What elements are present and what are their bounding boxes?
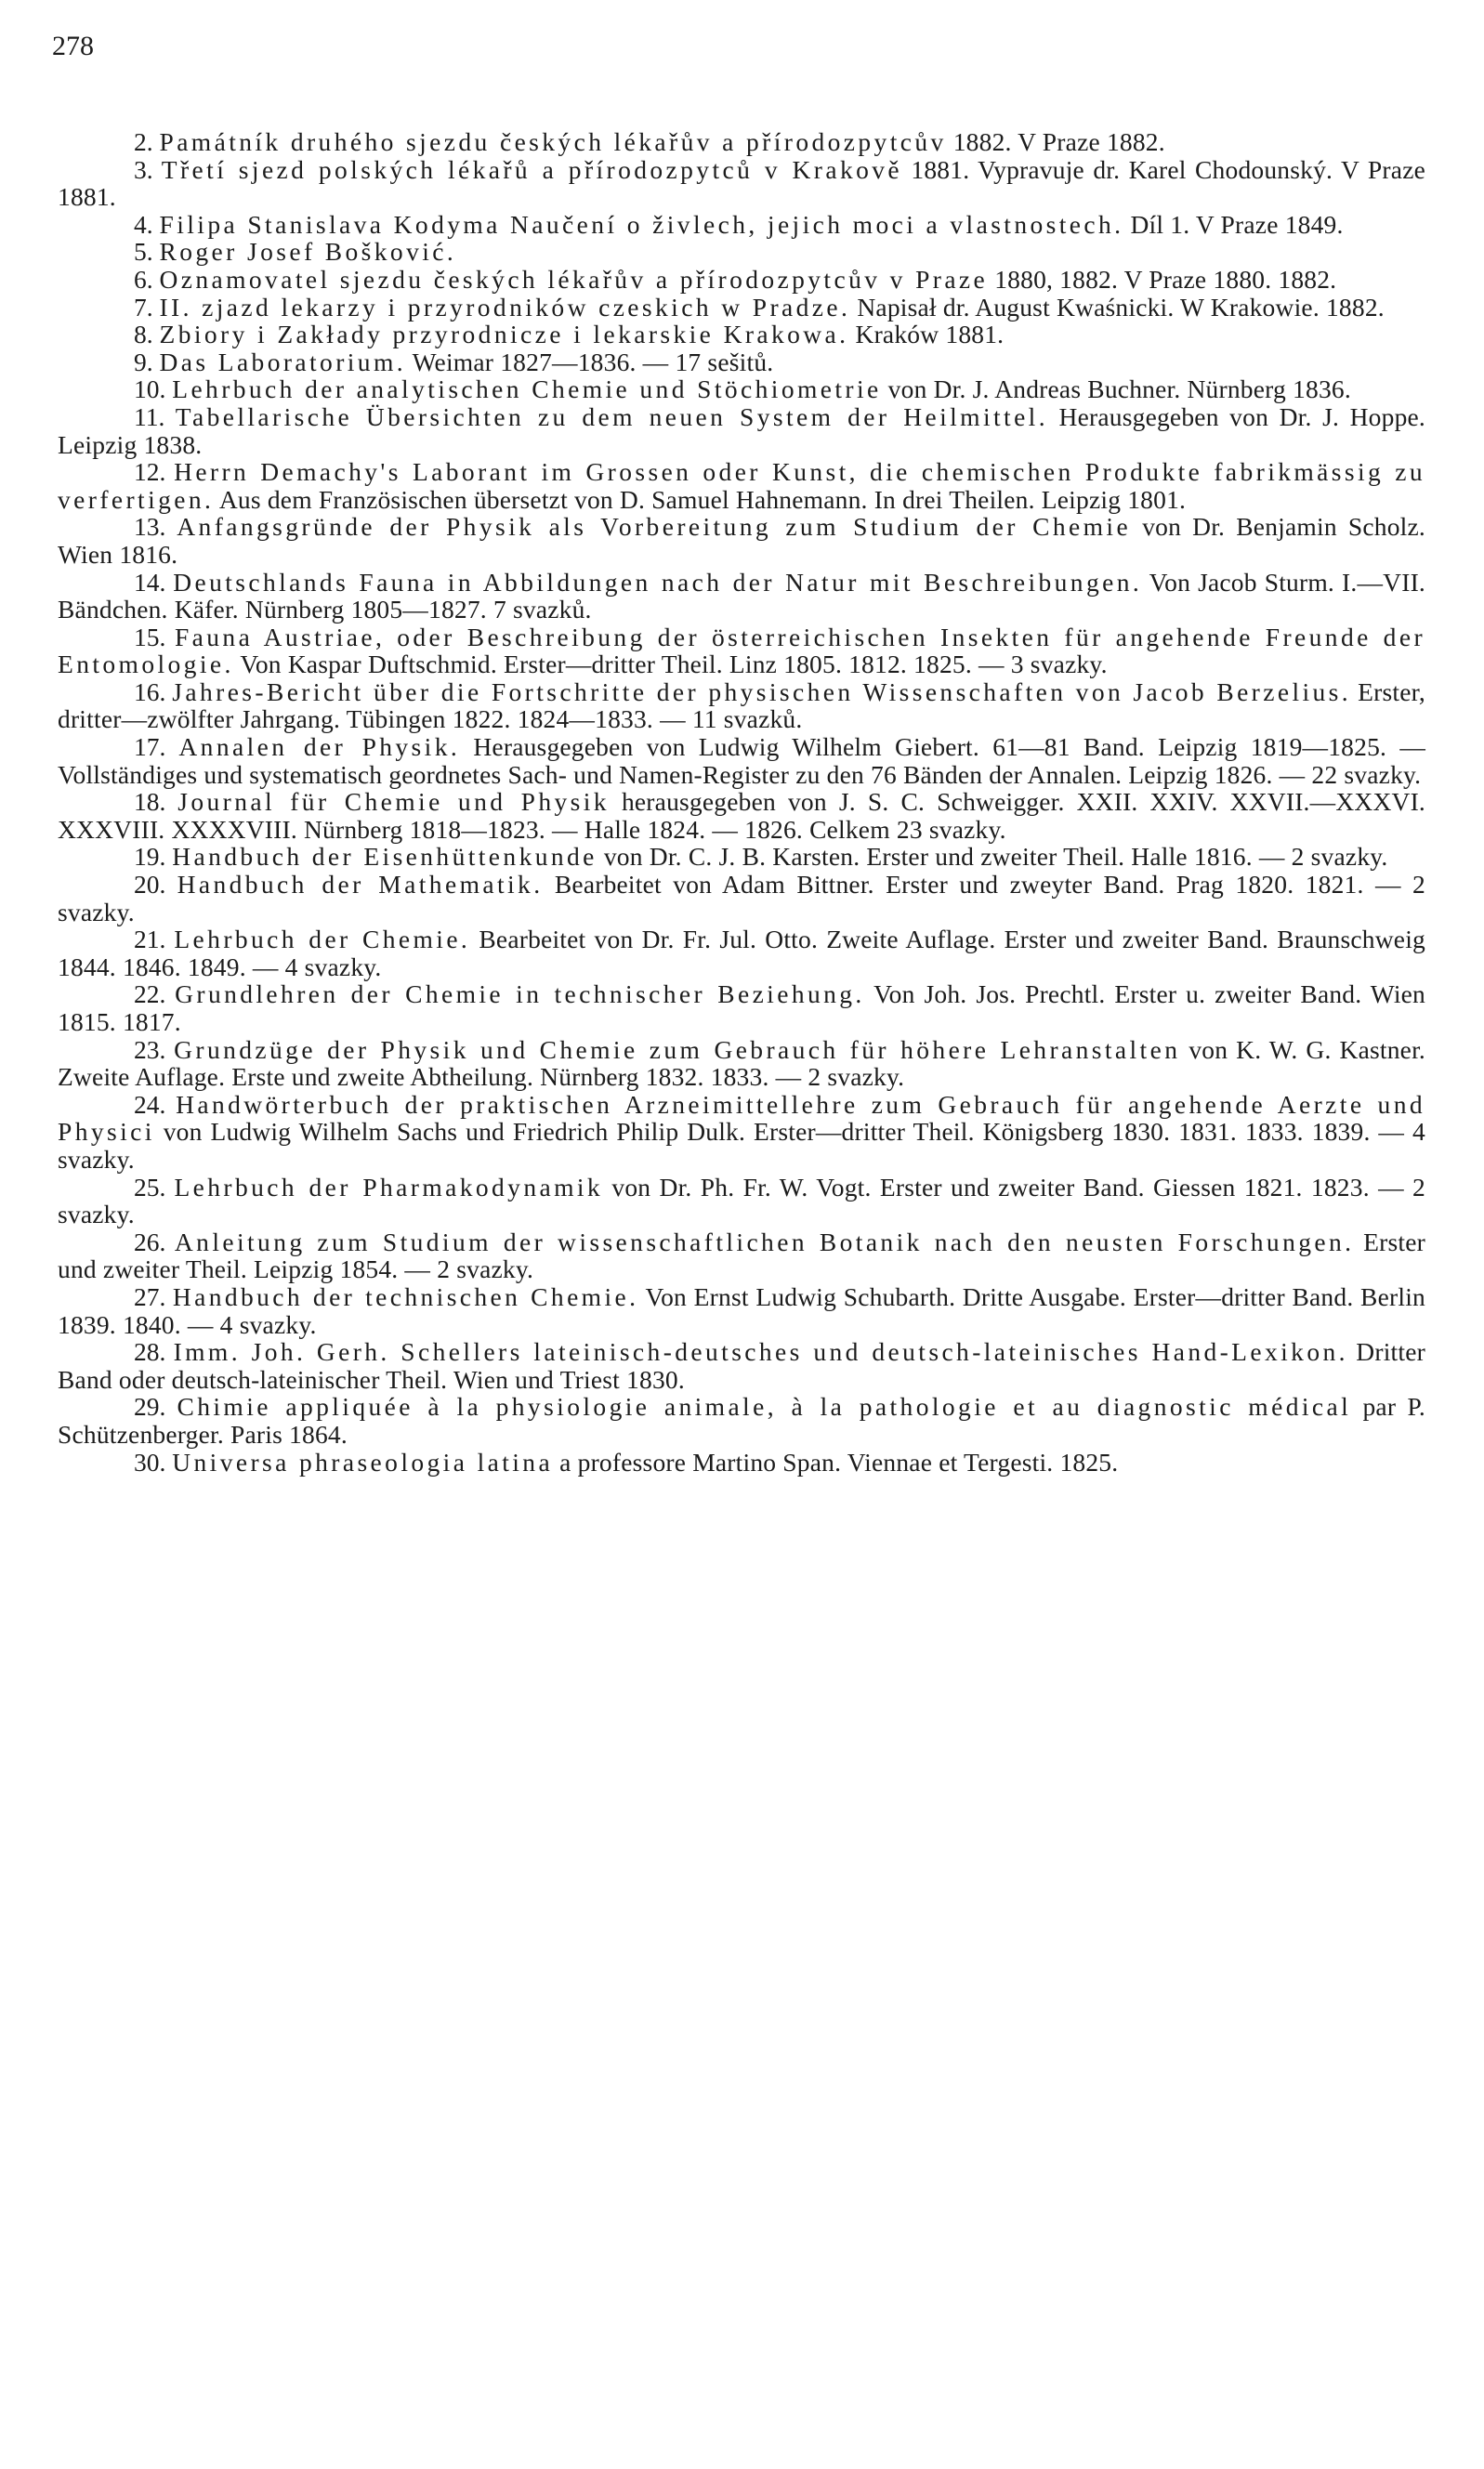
catalog-entry <box>58 128 1425 156</box>
entry-details: Von Joh. Jos. Prechtl. Erster u. zweiter Band. Wien 1815. 1817. <box>58 979 1426 1036</box>
catalog-entry <box>58 733 1425 788</box>
entry-title: II. zjazd lekarzy i przyrodników czeskich w Pradze. <box>159 292 851 322</box>
entry-number: 8. <box>134 320 153 349</box>
catalog-entry <box>58 321 1425 348</box>
catalog-entry <box>58 238 1425 266</box>
entry-number: 2. <box>134 127 153 156</box>
entry-number: 4. <box>134 209 153 239</box>
catalog-entry <box>58 211 1425 239</box>
entry-title: Annalen der Physik. <box>178 732 461 762</box>
catalog-entry <box>58 266 1425 294</box>
entry-number: 3. <box>134 154 153 184</box>
entry-title: Lehrbuch der Pharmakodynamik <box>174 1172 604 1202</box>
entry-details: Aus dem Französischen übersetzt von D. Samuel Hahnemann. In drei Theilen. Leipzig 1801. <box>214 484 1187 514</box>
entry-title: Chimie appliquée à la physiologie animale, à la pathologie et au diagnostic médical <box>177 1392 1352 1422</box>
entry-details: 1880, 1882. V Praze 1880. 1882. <box>988 264 1337 294</box>
entry-details: Erster und zweiter Theil. Leipzig 1854. — 2 svazky. <box>58 1227 1426 1284</box>
entry-details: von Dr. J. Andreas Buchner. Nürnberg 1836. <box>881 374 1351 404</box>
entry-title: Imm. Joh. Gerh. Schellers lateinisch-deutsches und deutsch-lateinisches Hand-Lexikon. <box>173 1337 1348 1367</box>
catalog-entry <box>58 1091 1425 1174</box>
entry-number: 30. <box>134 1447 166 1477</box>
entry-details: Kraków 1881. <box>848 320 1005 349</box>
entry-details: Von Kaspar Duftschmid. Erster—dritter Theil. Linz 1805. 1812. 1825. — 3 svazky. <box>233 650 1108 679</box>
entry-details: von Dr. Ph. Fr. W. Vogt. Erster und zweiter Band. Giessen 1821. 1823. — 2 svazky. <box>58 1172 1426 1229</box>
entry-number: 19. <box>134 842 166 872</box>
entry-details: Weimar 1827—1836. — 17 sešitů. <box>406 347 774 376</box>
entry-title: Handbuch der Eisenhüttenkunde <box>172 842 598 872</box>
entry-title: Památník druhého sjezdu českých lékařův a přírodozpytcův <box>159 127 947 156</box>
catalog-entry <box>58 1283 1425 1338</box>
entry-title: Handwörterbuch der praktischen Arzneimittellehre zum Gebrauch für angehende Aerzte und Physici <box>58 1089 1425 1147</box>
entry-title: Fauna Austriae, oder Beschreibung der österreichischen Insekten für angehende Freunde der Entomologie. <box>58 622 1426 679</box>
entry-title: Universa phraseologia latina <box>172 1447 554 1477</box>
catalog-entry <box>58 1174 1425 1228</box>
entry-details: von Dr. Benjamin Scholz. Wien 1816. <box>58 512 1425 569</box>
catalog-entry <box>58 1036 1425 1091</box>
entry-details: Von Ernst Ludwig Schubarth. Dritte Ausgabe. Erster—dritter Band. Berlin 1839. 1840. — 4 svazky. <box>58 1281 1425 1339</box>
entry-title: Oznamovatel sjezdu českých lékařův a přírodozpytcův v Praze <box>159 264 989 294</box>
entry-details: von Dr. C. J. B. Karsten. Erster und zweiter Theil. Halle 1816. — 2 svazky. <box>597 842 1388 872</box>
entry-number: 15. <box>134 622 166 651</box>
entry-number: 25. <box>134 1172 166 1202</box>
entry-title: Lehrbuch der analytischen Chemie und Stöchiometrie <box>172 374 882 404</box>
entry-number: 12. <box>134 457 166 487</box>
catalog-entry <box>58 156 1425 211</box>
catalog-entry <box>58 513 1425 568</box>
entry-title: Anleitung zum Studium der wissenschaftlichen Botanik nach den neusten Forschungen. <box>174 1227 1355 1256</box>
entry-details: Díl 1. V Praze 1849. <box>1123 209 1344 239</box>
catalog-entry <box>58 1449 1425 1477</box>
entry-number: 14. <box>134 567 166 597</box>
entry-title: Handbuch der technischen Chemie. <box>172 1281 639 1311</box>
entry-number: 23. <box>134 1034 166 1064</box>
entry-details: par P. Schützenberger. Paris 1864. <box>58 1392 1426 1449</box>
entry-details: 1881. Vypravuje dr. Karel Chodounský. V Praze 1881. <box>58 154 1426 212</box>
entry-number: 22. <box>134 979 166 1009</box>
catalog-entry <box>58 1393 1425 1448</box>
entry-details: von K. W. G. Kastner. Zweite Auflage. Erste und zweite Abtheilung. Nürnberg 1832. 1833. — 2 svazky. <box>58 1034 1425 1092</box>
catalog-entry-list <box>58 128 1425 1476</box>
entry-number: 7. <box>134 292 153 322</box>
entry-number: 28. <box>134 1337 166 1367</box>
entry-number: 9. <box>134 347 153 376</box>
entry-title: Journal für Chemie und Physik <box>177 787 610 817</box>
entry-number: 16. <box>134 676 166 706</box>
catalog-entry <box>58 375 1425 403</box>
entry-number: 10. <box>134 374 166 404</box>
catalog-entry <box>58 294 1425 322</box>
entry-number: 21. <box>134 925 166 954</box>
entry-title: Jahres-Bericht über die Fortschritte der physischen Wissenschaften von Jacob Berzelius. <box>172 676 1352 706</box>
catalog-entry <box>58 678 1425 733</box>
entry-details: Von Jacob Sturm. I.—VII. Bändchen. Käfer. Nürnberg 1805—1827. 7 svazků. <box>58 567 1426 624</box>
entry-title: Lehrbuch der Chemie. <box>174 925 471 954</box>
entry-number: 18. <box>134 787 166 817</box>
catalog-entry <box>58 926 1425 980</box>
entry-number: 26. <box>134 1227 166 1256</box>
entry-title: Zbiory i Zakłady przyrodnicze i lekarskie Krakowa. <box>159 320 849 349</box>
entry-title: Das Laboratorium. <box>159 347 407 376</box>
entry-number: 20. <box>134 870 166 900</box>
entry-title: Filipa Stanislava Kodyma Naučení o živlech, jejich moci a vlastnostech. <box>159 209 1124 239</box>
entry-details: herausgegeben von J. S. C. Schweigger. XXII. XXIV. XXVII.—XXXVI. XXXVIII. XXXXVIII. Nürnberg 1818—1823. — Halle 1824. — 1826. Celkem 23 svazky. <box>58 787 1426 844</box>
entry-details: 1882. V Praze 1882. <box>946 127 1165 156</box>
entry-title: Anfangsgründe der Physik als Vorbereitung zum Studium der Chemie <box>177 512 1132 542</box>
catalog-entry <box>58 1228 1425 1283</box>
entry-title: Handbuch der Mathematik. <box>177 870 544 900</box>
entry-details: Erster, dritter—zwölfter Jahrgang. Tübingen 1822. 1824—1833. — 11 svazků. <box>58 676 1425 734</box>
entry-title: Třetí sjezd polských lékařů a přírodozpytců v Krakově <box>161 154 903 184</box>
catalog-entry <box>58 871 1425 926</box>
entry-details: a professore Martino Span. Viennae et Tergesti. 1825. <box>553 1447 1119 1477</box>
entry-number: 27. <box>134 1281 166 1311</box>
entry-number: 13. <box>134 512 166 542</box>
catalog-entry <box>58 458 1425 513</box>
entry-number: 6. <box>134 264 153 294</box>
entry-number: 11. <box>134 401 165 431</box>
catalog-entry <box>58 1338 1425 1393</box>
entry-title: Tabellarische Übersichten zu dem neuen System der Heilmittel. <box>175 401 1048 431</box>
catalog-entry <box>58 788 1425 843</box>
entry-title: Roger Josef Bošković. <box>159 237 457 267</box>
entry-details: Napisał dr. August Kwaśnicki. W Krakowie. 1882. <box>850 292 1385 322</box>
entry-details: Bearbeitet von Dr. Fr. Jul. Otto. Zweite Auflage. Erster und zweiter Band. Braunschweig 1844. 1846. 1849. — 4 svazky. <box>58 925 1426 981</box>
page-number: 278 <box>52 31 94 61</box>
catalog-entry <box>58 569 1425 624</box>
entry-number: 29. <box>134 1392 166 1422</box>
entry-number: 5. <box>134 237 153 267</box>
entry-details: Dritter Band oder deutsch-lateinischer Theil. Wien und Triest 1830. <box>58 1337 1426 1394</box>
entry-title: Deutschlands Fauna in Abbildungen nach der Natur mit Beschreibungen. <box>173 567 1143 597</box>
entry-details: Herausgegeben von Ludwig Wilhelm Giebert. 61—81 Band. Leipzig 1819—1825. — Vollständiges und systematisch geordnetes Sach- und Namen-Register zu den 76 Bänden der Annalen. Leipzig 1826. — 22 svazky. <box>58 732 1426 789</box>
entry-title: Grundzüge der Physik und Chemie zum Gebrauch für höhere Lehranstalten <box>174 1034 1181 1064</box>
catalog-entry <box>58 843 1425 871</box>
entry-details: Herausgegeben von Dr. J. Hoppe. Leipzig 1838. <box>58 401 1425 459</box>
entry-title: Herrn Demachy's Laborant im Grossen oder Kunst, die chemischen Produkte fabrikmässig zu verfertigen. <box>58 457 1426 514</box>
entry-title: Grundlehren der Chemie in technischer Beziehung. <box>175 979 865 1009</box>
entry-number: 17. <box>134 732 166 762</box>
catalog-entry <box>58 403 1425 458</box>
catalog-entry <box>58 624 1425 678</box>
catalog-entry <box>58 348 1425 376</box>
entry-number: 24. <box>134 1089 166 1119</box>
entry-details: von Ludwig Wilhelm Sachs und Friedrich Philip Dulk. Erster—dritter Theil. Königsberg 1830. 1831. 1833. 1839. — 4 svazky. <box>58 1117 1425 1174</box>
entry-details: Bearbeitet von Adam Bittner. Erster und zweyter Band. Prag 1820. 1821. — 2 svazky. <box>58 870 1425 926</box>
catalog-entry <box>58 980 1425 1035</box>
